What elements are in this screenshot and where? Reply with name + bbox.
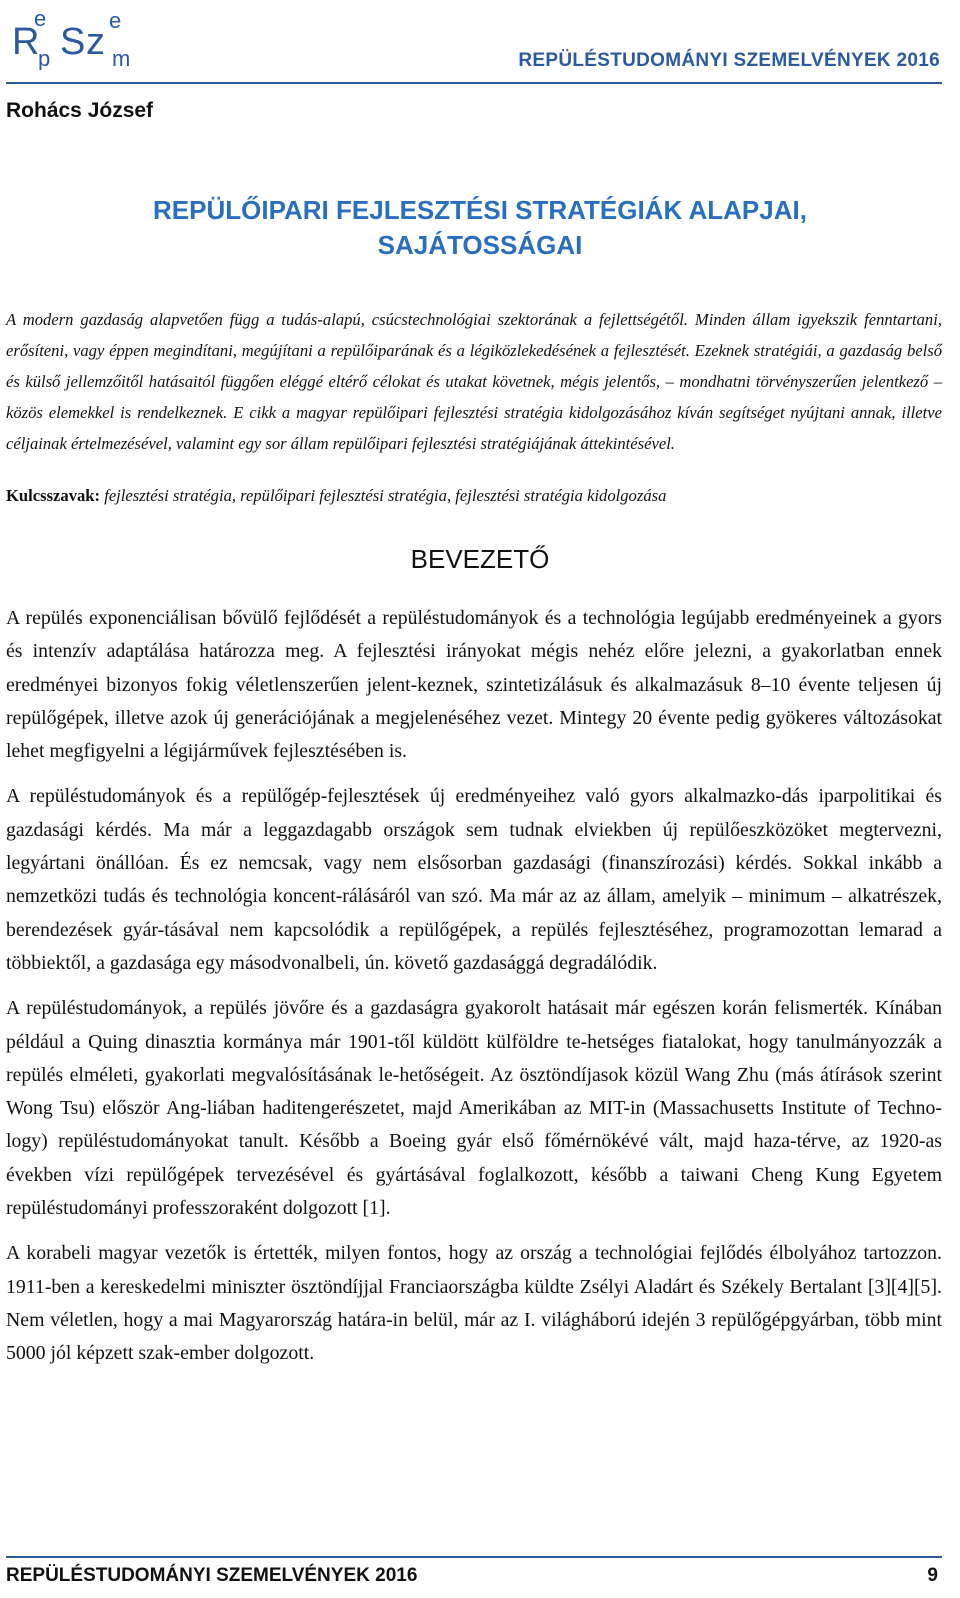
svg-text:m: m: [112, 46, 131, 70]
title-line-1: REPÜLŐIPARI FEJLESZTÉSI STRATÉGIÁK ALAPJAI,: [153, 195, 807, 225]
svg-text:R: R: [12, 21, 40, 63]
svg-text:z: z: [86, 21, 105, 63]
svg-text:S: S: [60, 21, 86, 63]
abstract: A modern gazdaság alapvetően függ a tudás-alapú, csúcstechnológiai szektorának a fejlettségétől. Minden állam igyekszik fenntartani, erősíteni, vagy éppen megindítani, megújítani a repülőiparának és a légiközlekedésének a fejlesztését. Ezeknek stratégiái, a gazdaság belső és külső jellemzőitől hatásaitól függően eléggé eltérő célokat és utakat követnek, mégis jelentős, – mondhatni törvényszerűen jelentkező – közös elemekkel is rendelkeznek. E cikk a magyar repülőipari fejlesztési stratégia kidolgozásához kíván segítséget nyújtani annak, illetve céljainak értelmezésével, valamint egy sor állam repülőipari fejlesztési stratégiájának áttekintésével.: [6, 310, 942, 453]
header-journal-title: REPÜLÉSTUDOMÁNYI SZEMELVÉNYEK 2016: [518, 50, 940, 71]
author-name: Rohács József: [6, 99, 154, 122]
keywords-text: fejlesztési stratégia, repülőipari fejlesztési stratégia, fejlesztési stratégia kidolgozása: [104, 486, 667, 505]
paragraph: A repülés exponenciálisan bővülő fejlődését a repüléstudományok és a technológia legújabb eredményeinek a gyors és intenzív adaptálása határozza meg. A fejlesztési irányokat mégis nehéz előre jelezni, a gyakorlatban ennek eredményei bizonyos fokig véletlenszerűen jelent-keznek, szintetizálásuk és alkalmazásuk 8–10 évente teljesen új repülőgépek, illetve azok új generációjának a megjelenéséhez vezet. Mintegy 20 évente pedig gyökeres változásokat lehet megfigyelni a légijárművek fejlesztésében is.: [6, 607, 942, 763]
paragraph: A korabeli magyar vezetők is értették, milyen fontos, hogy az ország a technológiai fejlődés élbolyához tartozzon. 1911-ben a kereskedelmi miniszter ösztöndíjjal Franciaországba küldte Zsélyi Aladárt és Székely Bertalant [3][4][5]. Nem véletlen, hogy a mai Magyarország határa-in belül, már az I. világháború idején 3 repülőgépgyárban, több mint 5000 jól képzett szak-ember dolgozott.: [6, 1242, 942, 1365]
svg-text:e: e: [109, 8, 122, 33]
paragraph: A repüléstudományok, a repülés jövőre és a gazdaságra gyakorolt hatásait már egészen korán felismerték. Kínában például a Quing dinasztia kormánya már 1901-től küldött külföldre te-hetséges fiatalokat, hogy tanulmányozzák a repülés elméleti, gyakorlati megvalósításának le-hetőségeit. Az ösztöndíjasok közül Wang Zhu (más átírások szerint Wong Tsu) először Ang-liában haditengerészetet, majd Amerikában az MIT-in (Massachusetts Institute of Techno-logy) repüléstudományokat tanult. Később a Boeing gyár első főmérnökévé vált, majd haza-térve, az 1920-as években vízi repülőgépek tervezésével és gyártásával foglalkozott, később a taiwani Cheng Kung Egyetem repüléstudományi professzoraként dolgozott [1].: [6, 997, 942, 1220]
body-text: [6, 602, 942, 1383]
article-title: [0, 193, 960, 263]
keywords: [6, 484, 942, 508]
footer-divider: [6, 1556, 942, 1558]
page-number: 9: [927, 1565, 938, 1586]
keywords-label: Kulcsszavak:: [6, 486, 101, 505]
svg-text:p: p: [38, 46, 51, 70]
footer-journal-title: REPÜLÉSTUDOMÁNYI SZEMELVÉNYEK 2016: [6, 1565, 418, 1586]
journal-logo: [12, 6, 172, 70]
title-line-2: SAJÁTOSSÁGAI: [377, 230, 583, 260]
paragraph: A repüléstudományok és a repülőgép-fejlesztések új eredményeihez való gyors alkalmazko-dás iparpolitikai és gazdasági kérdés. Ma már a leggazdagabb országok sem tudnak elviekben új repülőeszközöket megtervezni, legyártani önállóan. És ez nemcsak, vagy nem elsősorban gazdasági (finanszírozási) kérdés. Sokkal inkább a nemzetközi tudás és technológia koncent-rálásáról van szó. Ma már az az állam, amelyik – minimum – alkatrészek, berendezések gyár-tásával nem kapcsolódik a repülőgépek, a repülés fejlesztéséhez, programozottan lemarad a többiektől, a gazdasága egy másodvonalbeli, ún. követő gazdasággá degradálódik.: [6, 785, 942, 974]
svg-text:e: e: [34, 6, 47, 31]
section-heading: BEVEZETŐ: [410, 544, 550, 574]
header-divider: [6, 82, 942, 84]
